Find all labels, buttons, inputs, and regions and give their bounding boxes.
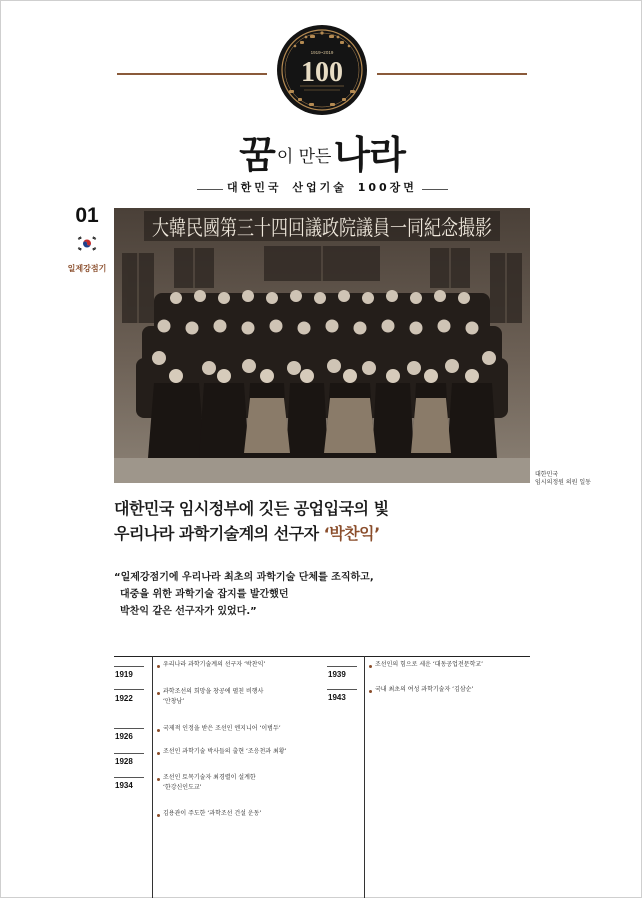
quote-line-1: “일제강점기에 우리나라 최초의 과학기술 단체를 조직하고,	[114, 572, 374, 583]
timeline-divider-center	[364, 656, 365, 898]
headline-line-2-main: 우리나라 과학기술계의 선구자	[114, 524, 324, 543]
header-rule-right	[377, 73, 527, 75]
timeline-bullet	[157, 692, 160, 695]
centennial-emblem-icon	[276, 24, 368, 116]
timeline-event: 조선인의 힘으로 세운 ‘대동공업전문학교’	[375, 661, 484, 668]
photo-caption	[535, 471, 591, 487]
section-number: 01	[75, 204, 99, 227]
year-rule	[327, 689, 357, 690]
timeline-event: 국내 최초의 여성 과학기술자 ‘김삼순’	[375, 686, 474, 693]
quote-line-2: 대중을 위한 과학기술 잡지를 발간했던	[120, 589, 289, 600]
timeline-event: 우리나라 과학기술계의 선구자 ‘박찬익’	[163, 661, 266, 668]
title-part-2: 이 만든	[276, 147, 332, 167]
timeline-event-line: 조선인 토목기술자 최경렬이 설계한	[163, 774, 256, 781]
year-rule	[114, 753, 144, 754]
photo-caption-line-1: 대한민국	[535, 471, 559, 478]
timeline-event: 조선인 과학기술 박사들의 출현 ‘조응천과 최황’	[163, 748, 287, 755]
timeline-year: 1928	[115, 757, 133, 766]
year-rule	[114, 666, 144, 667]
svg-text:100: 100	[301, 57, 343, 88]
timeline-year: 1943	[328, 693, 346, 702]
timeline-bullet	[157, 778, 160, 781]
timeline-bullet	[157, 752, 160, 755]
timeline-bullet	[157, 729, 160, 732]
timeline-year: 1926	[115, 732, 133, 741]
timeline-event-line: 과학조선의 희망을 창공에 펼친 비행사	[163, 688, 264, 695]
timeline-bullet	[369, 690, 372, 693]
photo-caption-line-2: 임시의정원 의원 일동	[535, 479, 591, 486]
article-headline	[114, 496, 389, 546]
header-rule-left	[117, 73, 267, 75]
headline-accent-name: ‘박찬익’	[323, 524, 380, 543]
section-label: 일제강점기	[67, 264, 107, 273]
timeline-year: 1939	[328, 670, 346, 679]
year-rule	[327, 666, 357, 667]
quote-line-3: 박찬익 같은 선구자가 있었다.”	[120, 606, 257, 617]
group-photo	[114, 208, 530, 483]
timeline-divider-left	[152, 656, 153, 898]
subtitle-wrap	[1, 176, 642, 195]
title-part-3: 나라	[333, 132, 405, 177]
timeline-event: 국제적 인정을 받은 조선인 엔지니어 ‘이범두’	[163, 725, 281, 732]
headline-line-1: 대한민국 임시정부에 깃든 공업입국의 빛	[114, 499, 389, 518]
timeline-event-line: ‘안창남’	[163, 698, 185, 705]
timeline-event-line: ‘한강신인도교’	[163, 784, 202, 791]
timeline-year: 1922	[115, 694, 133, 703]
timeline-bullet	[157, 665, 160, 668]
headline-line-2	[114, 521, 389, 546]
timeline-bullet	[157, 814, 160, 817]
timeline-top-rule	[114, 656, 530, 657]
photo-banner-text: 大韓民國第三十四回議政院議員一同紀念撮影	[152, 216, 492, 240]
timeline-event	[163, 773, 256, 793]
timeline-year: 1919	[115, 670, 133, 679]
taegukgi-flag-icon	[76, 236, 98, 251]
page-title	[1, 124, 642, 179]
timeline-year: 1934	[115, 781, 133, 790]
year-rule	[114, 728, 144, 729]
title-part-1: 꿈	[239, 132, 275, 177]
year-rule	[114, 777, 144, 778]
svg-text:1919~2019: 1919~2019	[310, 50, 334, 55]
page-subtitle: 대한민국 산업기술 100장면	[227, 181, 417, 194]
pull-quote	[114, 569, 374, 620]
timeline-bullet	[369, 665, 372, 668]
year-rule	[114, 689, 144, 690]
timeline-event: 김용관이 주도한 ‘과학조선 건설 운동’	[163, 810, 262, 817]
timeline-event	[163, 687, 263, 707]
